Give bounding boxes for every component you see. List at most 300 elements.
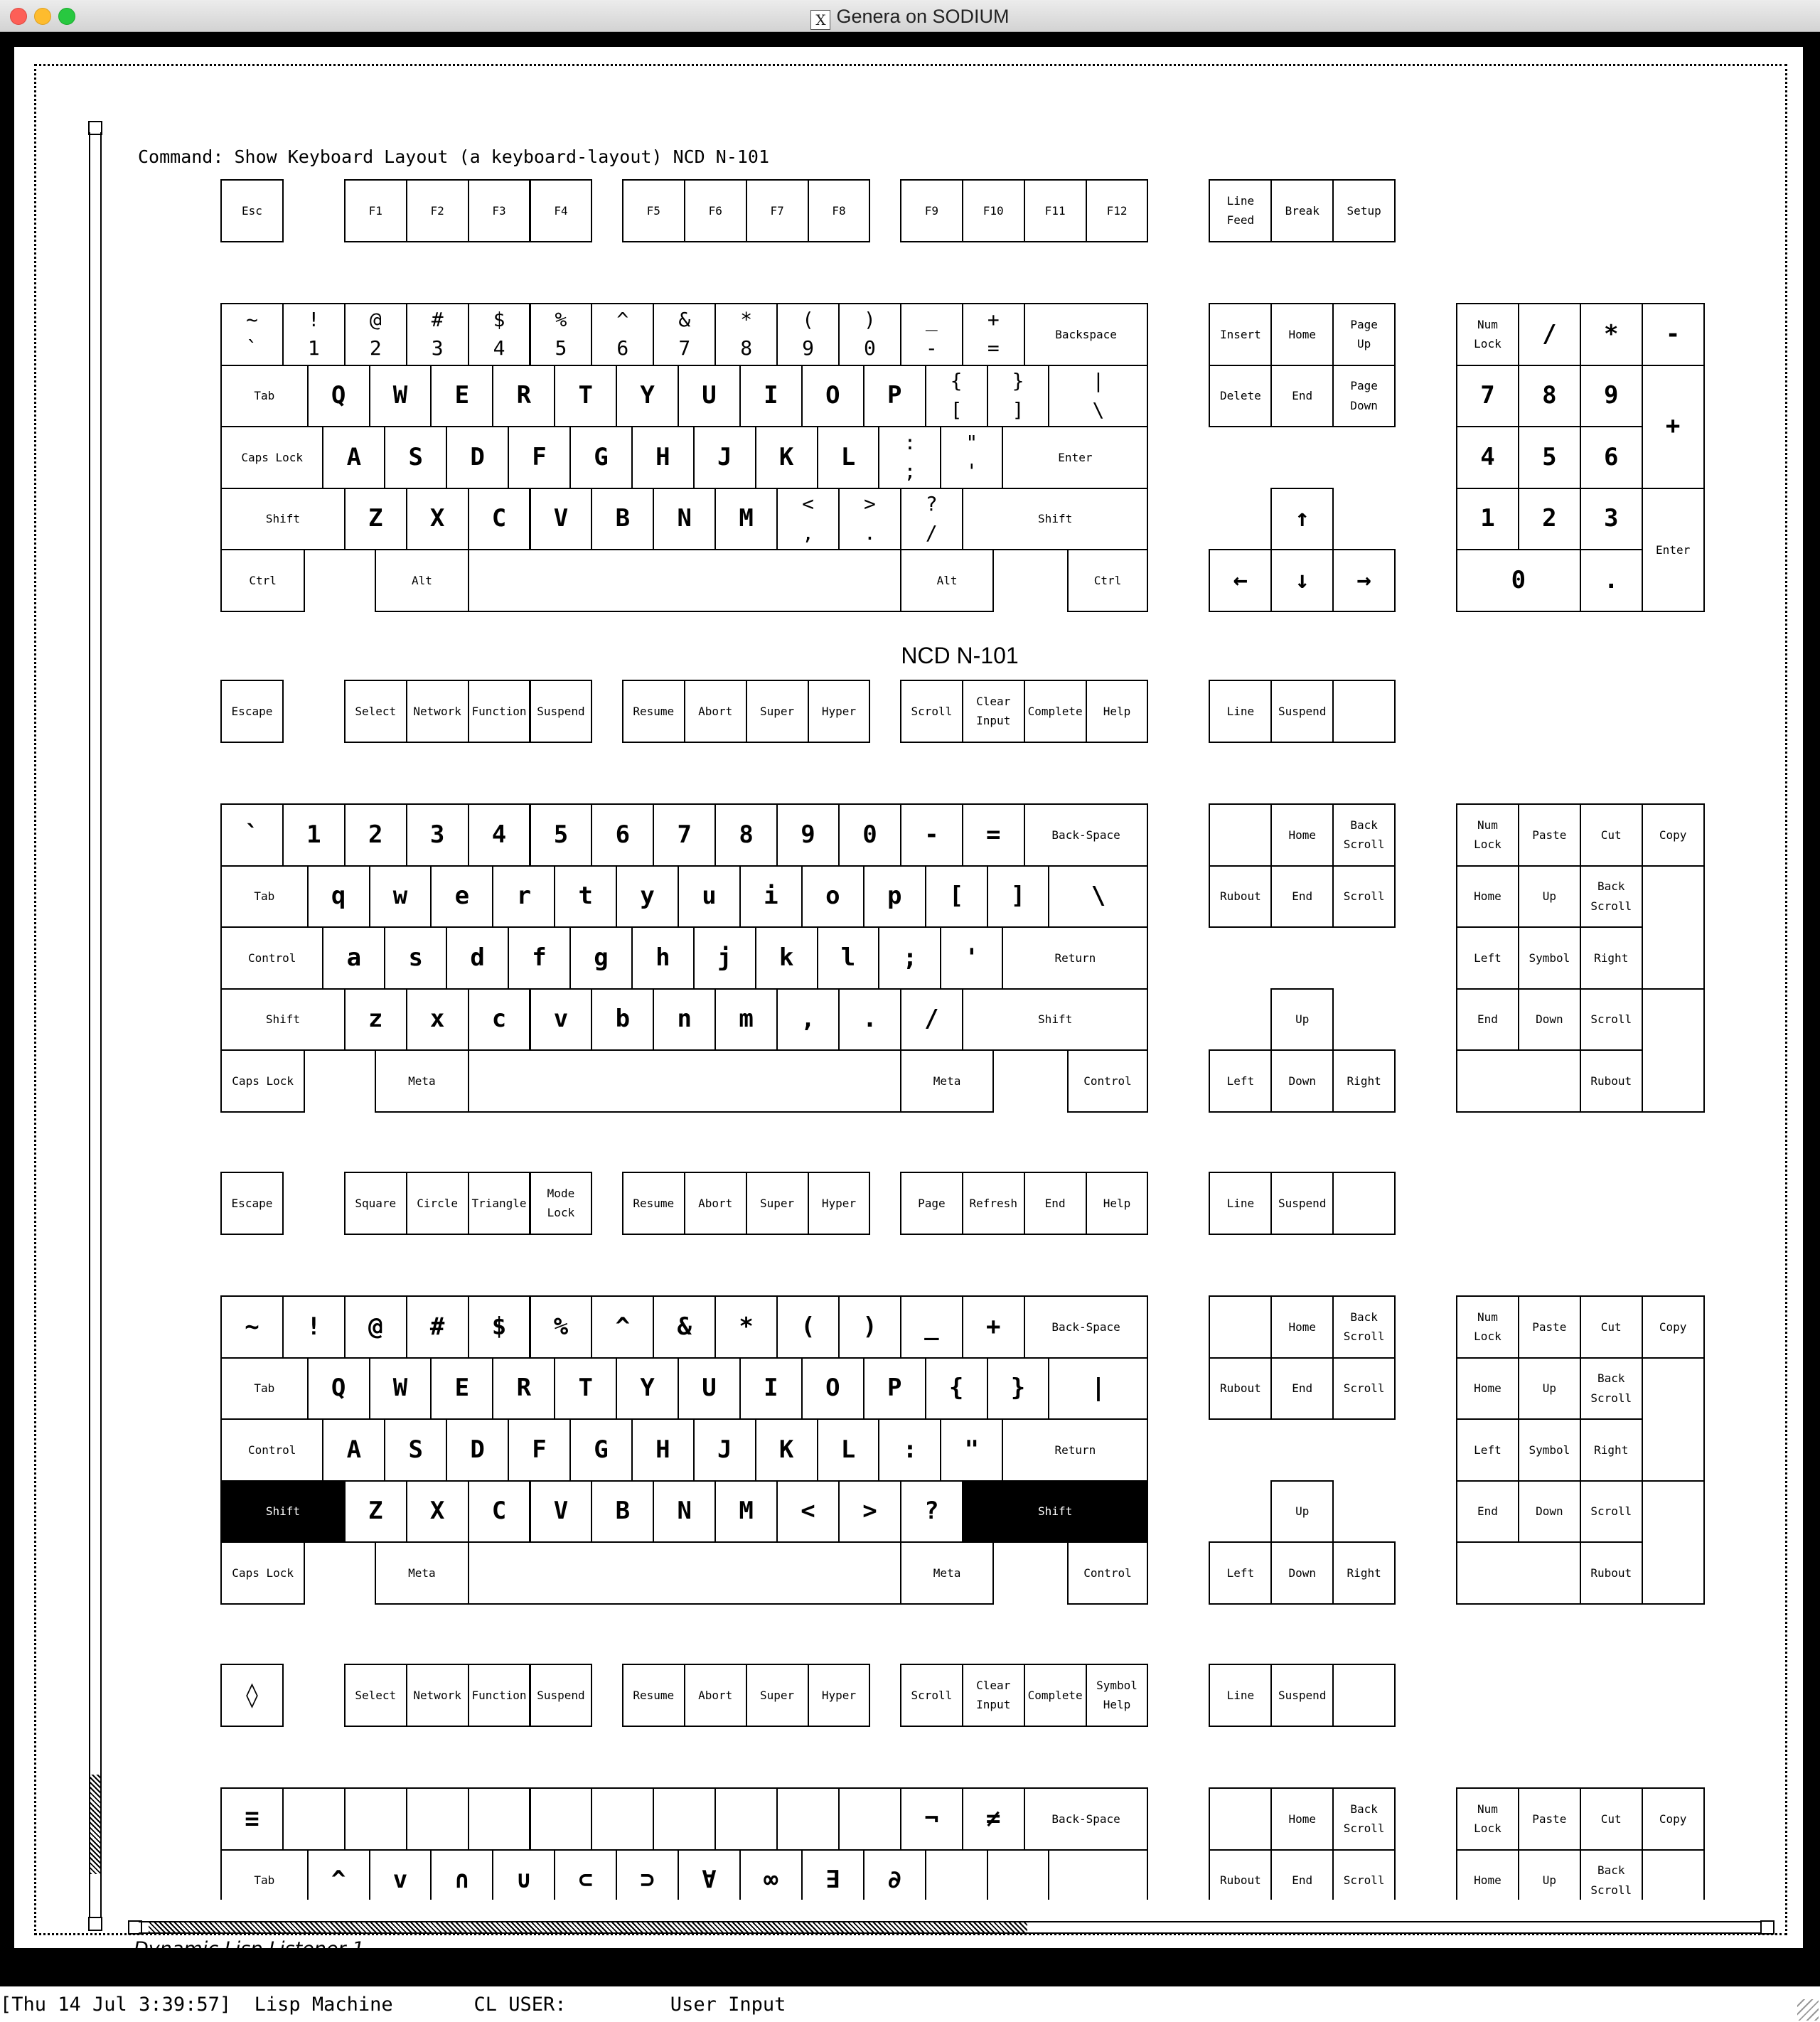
key[interactable]: [406, 680, 469, 743]
key[interactable]: [282, 1787, 346, 1851]
key[interactable]: [987, 365, 1050, 428]
key[interactable]: [430, 865, 493, 929]
key[interactable]: [1642, 303, 1705, 366]
key[interactable]: [1086, 680, 1149, 743]
key[interactable]: [569, 926, 633, 990]
key[interactable]: [1270, 1172, 1334, 1235]
key[interactable]: [344, 988, 407, 1052]
key[interactable]: [406, 1295, 469, 1359]
key[interactable]: [1209, 549, 1272, 612]
key[interactable]: [962, 1787, 1025, 1851]
key[interactable]: [1580, 488, 1643, 551]
key[interactable]: [307, 365, 370, 428]
key[interactable]: [1580, 865, 1643, 929]
key[interactable]: [530, 1480, 593, 1544]
key[interactable]: [1209, 680, 1272, 743]
key[interactable]: [1518, 803, 1581, 867]
key[interactable]: [776, 988, 840, 1052]
key[interactable]: [1002, 926, 1148, 990]
key[interactable]: [1642, 1357, 1705, 1482]
key[interactable]: [900, 680, 963, 743]
key[interactable]: [492, 1357, 555, 1421]
key[interactable]: [653, 1787, 716, 1851]
scroll-right-box[interactable]: [1760, 1920, 1774, 1935]
key[interactable]: [1209, 1049, 1272, 1113]
key[interactable]: [1518, 865, 1581, 929]
key[interactable]: [1270, 1049, 1334, 1113]
key[interactable]: [1456, 1480, 1519, 1544]
key[interactable]: [1580, 303, 1643, 366]
key[interactable]: [714, 1295, 778, 1359]
key[interactable]: [962, 1172, 1025, 1235]
key[interactable]: [1209, 1357, 1272, 1421]
key[interactable]: [1209, 303, 1272, 366]
key[interactable]: [220, 803, 284, 867]
key[interactable]: [878, 926, 941, 990]
key[interactable]: [406, 1172, 469, 1235]
key[interactable]: [220, 1664, 284, 1727]
key[interactable]: [344, 303, 407, 366]
key[interactable]: [1518, 303, 1581, 366]
key[interactable]: [307, 1357, 370, 1421]
key[interactable]: [1642, 865, 1705, 990]
key[interactable]: [962, 303, 1025, 366]
key[interactable]: [900, 1049, 994, 1113]
key[interactable]: [554, 1849, 617, 1900]
key[interactable]: [714, 1787, 778, 1851]
key[interactable]: [714, 988, 778, 1052]
key[interactable]: [739, 865, 803, 929]
key[interactable]: [220, 865, 309, 929]
key[interactable]: [1642, 1787, 1705, 1851]
key[interactable]: [808, 1172, 871, 1235]
key[interactable]: [1209, 1295, 1272, 1359]
key[interactable]: [1067, 549, 1149, 612]
key[interactable]: [530, 1787, 593, 1851]
key[interactable]: [900, 1172, 963, 1235]
key[interactable]: [1456, 303, 1519, 366]
key[interactable]: [838, 988, 901, 1052]
key[interactable]: [468, 1172, 531, 1235]
key[interactable]: [344, 803, 407, 867]
key[interactable]: [1642, 488, 1705, 612]
key[interactable]: [406, 179, 469, 242]
key[interactable]: [220, 303, 284, 366]
key[interactable]: [900, 1541, 994, 1605]
key[interactable]: [746, 1172, 809, 1235]
key[interactable]: [1456, 865, 1519, 929]
key[interactable]: [1270, 365, 1334, 428]
key[interactable]: [530, 680, 593, 743]
key[interactable]: [1518, 926, 1581, 990]
key[interactable]: [468, 1480, 531, 1544]
key[interactable]: [1067, 1541, 1149, 1605]
key[interactable]: [616, 1357, 679, 1421]
key[interactable]: [1580, 549, 1643, 612]
key[interactable]: [1580, 1418, 1643, 1482]
key[interactable]: [591, 303, 654, 366]
key[interactable]: [684, 680, 747, 743]
key[interactable]: [1580, 426, 1643, 489]
key[interactable]: [801, 1849, 864, 1900]
key[interactable]: [878, 426, 941, 489]
key[interactable]: [1580, 1541, 1643, 1605]
key[interactable]: [1270, 303, 1334, 366]
key[interactable]: [616, 365, 679, 428]
key[interactable]: [746, 1664, 809, 1727]
key[interactable]: [591, 488, 654, 551]
key[interactable]: [755, 1418, 818, 1482]
key[interactable]: [1456, 1295, 1519, 1359]
key[interactable]: [684, 179, 747, 242]
key[interactable]: [554, 865, 617, 929]
key[interactable]: [925, 865, 988, 929]
key[interactable]: [1048, 365, 1148, 428]
key[interactable]: [838, 1295, 901, 1359]
key[interactable]: [1580, 1357, 1643, 1421]
key[interactable]: [1270, 488, 1334, 551]
key[interactable]: [468, 988, 531, 1052]
key[interactable]: [530, 179, 593, 242]
key[interactable]: [1580, 1295, 1643, 1359]
key[interactable]: [900, 1295, 963, 1359]
key[interactable]: [653, 803, 716, 867]
key[interactable]: [1209, 1787, 1272, 1851]
key[interactable]: [817, 926, 880, 990]
key[interactable]: [801, 365, 864, 428]
key[interactable]: [1002, 426, 1148, 489]
key[interactable]: [406, 803, 469, 867]
key[interactable]: [863, 1357, 926, 1421]
key[interactable]: [622, 1664, 685, 1727]
key[interactable]: [1024, 1787, 1149, 1851]
key[interactable]: [220, 1787, 284, 1851]
key[interactable]: [755, 426, 818, 489]
key[interactable]: [1518, 988, 1581, 1052]
key[interactable]: [468, 1787, 531, 1851]
key[interactable]: [1456, 1541, 1581, 1605]
key[interactable]: [653, 303, 716, 366]
key[interactable]: [1456, 926, 1519, 990]
key[interactable]: [1270, 1357, 1334, 1421]
key[interactable]: [369, 865, 432, 929]
key[interactable]: [962, 803, 1025, 867]
key[interactable]: [220, 488, 346, 551]
key[interactable]: [1580, 926, 1643, 990]
key[interactable]: [530, 1295, 593, 1359]
key[interactable]: [962, 488, 1149, 551]
key[interactable]: [622, 1172, 685, 1235]
key[interactable]: [446, 426, 509, 489]
key[interactable]: [808, 1664, 871, 1727]
key[interactable]: [446, 1418, 509, 1482]
key[interactable]: [962, 179, 1025, 242]
key[interactable]: [591, 1787, 654, 1851]
key[interactable]: [384, 426, 447, 489]
key[interactable]: [344, 1172, 407, 1235]
key[interactable]: [1024, 303, 1149, 366]
key[interactable]: [220, 1849, 309, 1900]
key[interactable]: [900, 988, 963, 1052]
key[interactable]: [1024, 179, 1087, 242]
key[interactable]: [1270, 549, 1334, 612]
key[interactable]: [492, 1849, 555, 1900]
key[interactable]: [900, 1664, 963, 1727]
key[interactable]: [714, 803, 778, 867]
key[interactable]: [446, 926, 509, 990]
key[interactable]: [1209, 1172, 1272, 1235]
key[interactable]: [940, 426, 1003, 489]
key[interactable]: [1209, 1541, 1272, 1605]
key[interactable]: [220, 1172, 284, 1235]
key[interactable]: [653, 988, 716, 1052]
key[interactable]: [1332, 1541, 1396, 1605]
key[interactable]: [322, 426, 385, 489]
key[interactable]: [591, 803, 654, 867]
key[interactable]: [962, 1480, 1149, 1544]
key[interactable]: [962, 988, 1149, 1052]
key[interactable]: [554, 1357, 617, 1421]
key[interactable]: [1332, 365, 1396, 428]
key[interactable]: [1270, 1664, 1334, 1727]
key[interactable]: [1209, 365, 1272, 428]
key[interactable]: [1086, 1172, 1149, 1235]
key[interactable]: [693, 926, 756, 990]
key[interactable]: [1580, 365, 1643, 428]
key[interactable]: [776, 1480, 840, 1544]
key[interactable]: [1642, 1295, 1705, 1359]
key[interactable]: [530, 803, 593, 867]
key[interactable]: [492, 365, 555, 428]
key[interactable]: [1209, 179, 1272, 242]
key[interactable]: [220, 926, 323, 990]
key[interactable]: [1048, 1357, 1148, 1421]
key[interactable]: [591, 988, 654, 1052]
key[interactable]: [684, 1172, 747, 1235]
key[interactable]: [1580, 1787, 1643, 1851]
key[interactable]: [468, 803, 531, 867]
key[interactable]: [616, 865, 679, 929]
key[interactable]: [591, 1295, 654, 1359]
key[interactable]: [508, 926, 571, 990]
key[interactable]: [801, 865, 864, 929]
key[interactable]: [1270, 179, 1334, 242]
key[interactable]: [1024, 1172, 1087, 1235]
key[interactable]: [220, 1049, 305, 1113]
key[interactable]: [1270, 988, 1334, 1052]
key[interactable]: [838, 303, 901, 366]
key[interactable]: [1332, 1849, 1396, 1900]
key[interactable]: [925, 1849, 988, 1900]
vertical-scroll-thumb[interactable]: [90, 1775, 100, 1874]
key[interactable]: [746, 179, 809, 242]
key[interactable]: [430, 365, 493, 428]
key[interactable]: [530, 488, 593, 551]
key[interactable]: [1209, 1664, 1272, 1727]
key[interactable]: [430, 1849, 493, 1900]
key[interactable]: [530, 988, 593, 1052]
key[interactable]: [1332, 1664, 1396, 1727]
key[interactable]: [1518, 365, 1581, 428]
key[interactable]: [1456, 426, 1519, 489]
key[interactable]: [1456, 1849, 1519, 1900]
key[interactable]: [1086, 179, 1149, 242]
key[interactable]: [838, 1480, 901, 1544]
key[interactable]: [678, 1849, 741, 1900]
key[interactable]: [776, 1295, 840, 1359]
key[interactable]: [220, 1295, 284, 1359]
key[interactable]: [863, 365, 926, 428]
key[interactable]: [1518, 1357, 1581, 1421]
key[interactable]: [863, 865, 926, 929]
key[interactable]: [1209, 865, 1272, 929]
key[interactable]: [1456, 803, 1519, 867]
key[interactable]: [1332, 865, 1396, 929]
key[interactable]: [220, 426, 323, 489]
key[interactable]: [406, 988, 469, 1052]
key[interactable]: [569, 426, 633, 489]
key[interactable]: [838, 803, 901, 867]
key[interactable]: [430, 1357, 493, 1421]
key[interactable]: [344, 1480, 407, 1544]
vertical-scrollbar[interactable]: [89, 132, 102, 1917]
key[interactable]: [554, 365, 617, 428]
key[interactable]: [1518, 1849, 1581, 1900]
key[interactable]: [468, 1049, 901, 1113]
key[interactable]: [468, 1295, 531, 1359]
key[interactable]: [220, 179, 284, 242]
key[interactable]: [714, 488, 778, 551]
key[interactable]: [1024, 1664, 1087, 1727]
key[interactable]: [1456, 365, 1519, 428]
key[interactable]: [863, 1849, 926, 1900]
key[interactable]: [282, 303, 346, 366]
key[interactable]: [900, 488, 963, 551]
key[interactable]: [776, 803, 840, 867]
key[interactable]: [220, 1418, 323, 1482]
key[interactable]: [1270, 1480, 1334, 1544]
horizontal-scrollbar[interactable]: [139, 1921, 1772, 1934]
resize-grip[interactable]: [1797, 1999, 1819, 2021]
key[interactable]: [739, 365, 803, 428]
key[interactable]: [508, 426, 571, 489]
key[interactable]: [384, 1418, 447, 1482]
key[interactable]: [375, 549, 469, 612]
scroll-down-box[interactable]: [88, 1917, 102, 1931]
key[interactable]: [468, 179, 531, 242]
key[interactable]: [468, 1541, 901, 1605]
key[interactable]: [693, 426, 756, 489]
key[interactable]: [468, 680, 531, 743]
key[interactable]: [1518, 1418, 1581, 1482]
key[interactable]: [1456, 1418, 1519, 1482]
key[interactable]: [1270, 1541, 1334, 1605]
key[interactable]: [530, 1664, 593, 1727]
key[interactable]: [1456, 1049, 1581, 1113]
key[interactable]: [1456, 488, 1519, 551]
key[interactable]: [369, 365, 432, 428]
key[interactable]: [1518, 1480, 1581, 1544]
key[interactable]: [1002, 1418, 1148, 1482]
key[interactable]: [322, 926, 385, 990]
key[interactable]: [384, 926, 447, 990]
key[interactable]: [1270, 1787, 1334, 1851]
key[interactable]: [808, 179, 871, 242]
key[interactable]: [322, 1418, 385, 1482]
key[interactable]: [1086, 1664, 1149, 1727]
key[interactable]: [1456, 549, 1581, 612]
key[interactable]: [344, 1787, 407, 1851]
key[interactable]: [406, 488, 469, 551]
key[interactable]: [962, 1664, 1025, 1727]
key[interactable]: [375, 1049, 469, 1113]
key[interactable]: [344, 179, 407, 242]
key[interactable]: [1456, 1787, 1519, 1851]
key[interactable]: [987, 1357, 1050, 1421]
key[interactable]: [1024, 680, 1087, 743]
key[interactable]: [1332, 303, 1396, 366]
key[interactable]: [591, 1480, 654, 1544]
key[interactable]: [1518, 1787, 1581, 1851]
key[interactable]: [1332, 803, 1396, 867]
key[interactable]: [344, 488, 407, 551]
key[interactable]: [375, 1541, 469, 1605]
key[interactable]: [900, 549, 994, 612]
key[interactable]: [1642, 1849, 1705, 1900]
key[interactable]: [1067, 1049, 1149, 1113]
key[interactable]: [693, 1418, 756, 1482]
key[interactable]: [838, 488, 901, 551]
key[interactable]: [987, 865, 1050, 929]
key[interactable]: [406, 303, 469, 366]
key[interactable]: [1580, 803, 1643, 867]
key[interactable]: [987, 1849, 1050, 1900]
key[interactable]: [1024, 803, 1149, 867]
key[interactable]: [962, 680, 1025, 743]
key[interactable]: [1024, 1295, 1149, 1359]
key[interactable]: [220, 365, 309, 428]
key[interactable]: [746, 680, 809, 743]
key[interactable]: [678, 1357, 741, 1421]
key[interactable]: [684, 1664, 747, 1727]
key[interactable]: [1270, 803, 1334, 867]
key[interactable]: [508, 1418, 571, 1482]
key[interactable]: [468, 549, 901, 612]
key[interactable]: [900, 1480, 963, 1544]
key[interactable]: [1270, 1295, 1334, 1359]
key[interactable]: [1209, 803, 1272, 867]
key[interactable]: [925, 365, 988, 428]
key[interactable]: [838, 1787, 901, 1851]
key[interactable]: [1332, 1172, 1396, 1235]
key[interactable]: [1332, 680, 1396, 743]
key[interactable]: [344, 1295, 407, 1359]
key[interactable]: [900, 179, 963, 242]
key[interactable]: [1456, 1357, 1519, 1421]
key[interactable]: [220, 1541, 305, 1605]
key[interactable]: [900, 303, 963, 366]
key[interactable]: [1048, 1849, 1148, 1900]
window-titlebar[interactable]: [0, 0, 1820, 32]
key[interactable]: [344, 1664, 407, 1727]
key[interactable]: [220, 680, 284, 743]
key[interactable]: [900, 1787, 963, 1851]
key[interactable]: [530, 303, 593, 366]
key[interactable]: [653, 1295, 716, 1359]
key[interactable]: [776, 303, 840, 366]
key[interactable]: [369, 1849, 432, 1900]
key[interactable]: [940, 1418, 1003, 1482]
